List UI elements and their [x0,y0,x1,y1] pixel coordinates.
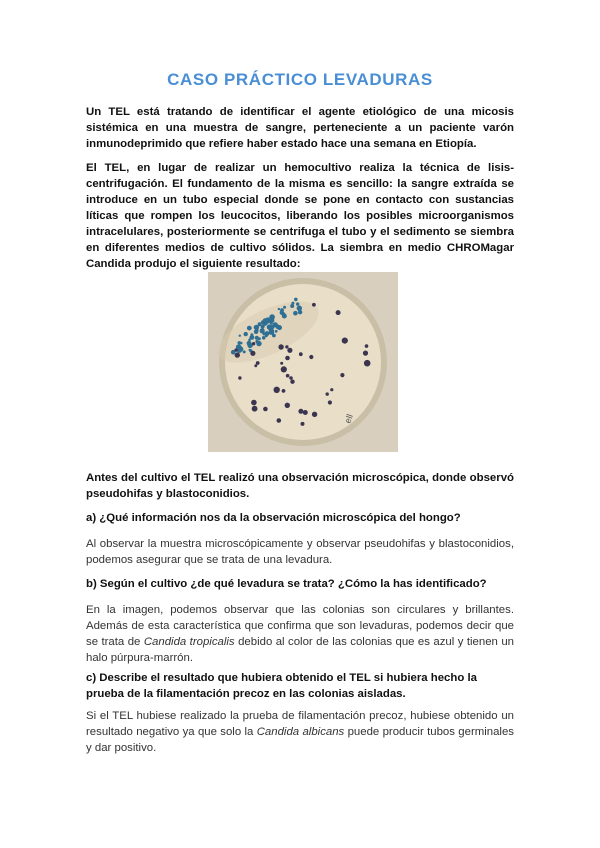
answer-a: Al observar la muestra microscópicamente y observar pseudohifas y blastoconidios, podemos asegurar que se trata de una levadura. [86,538,514,566]
colony [285,356,290,361]
colony [261,325,265,329]
colony [239,335,241,337]
colony [282,389,286,393]
colony [278,344,283,349]
answer-b-text-end: debido al color de las colonias que es azul y tienen un halo púrpura-marrón. [86,636,514,664]
colony [254,364,257,367]
colony [285,345,288,348]
answer-b-text: En la imagen, podemos observar que las colonias son circulares y brillantes. Además de esta característica que confirma que son levaduras, podemos decir que se trata de [86,604,514,648]
colony [263,407,268,412]
dish-handwriting: ell [342,412,355,425]
colony [252,406,258,412]
answer-b [86,602,514,666]
colony [238,341,241,344]
colony [251,400,257,406]
question-b: b) Según el cultivo ¿de qué levadura se trata? ¿Cómo la has identificado? [86,578,487,590]
colony [270,322,273,325]
colony [244,332,248,336]
colony [312,412,317,417]
colony [254,329,259,334]
colony [283,306,286,309]
colony [265,322,268,325]
colony [296,302,299,305]
colony [312,303,316,307]
colony [294,298,298,302]
colony [235,352,240,357]
answer-b-species: Candida tropicalis [143,636,235,648]
colony [299,352,303,356]
colony [273,322,278,327]
colony [262,336,266,340]
colony [278,308,280,310]
colony [289,376,293,380]
colony [336,310,341,315]
colony [267,324,272,329]
colony [298,409,303,414]
colony [286,374,290,378]
colony [285,403,290,408]
colony [255,336,259,340]
question-a: a) ¿Qué información nos da la observación microscópica del hongo? [86,512,461,524]
colony [340,373,344,377]
intro-paragraph: Un TEL está tratando de identificar el agente etiológico de una micosis sistémica en una muestra de sangre, perteneciente a un paciente varón inmunodeprimido que refiere haber estado hace una semana en Etiopía. [86,106,514,150]
colony [269,330,274,335]
colony [293,311,298,316]
colony [297,306,302,311]
colony [275,330,278,333]
colony [309,355,313,359]
colony [280,311,284,315]
colony [291,302,294,305]
petri-dish-photo [208,272,398,452]
answer-c-text: Si el TEL hubiese realizado la prueba de filamentación precoz, hubiese obtenido un resultado negativo ya que solo la [86,710,514,738]
colony [249,349,251,351]
colony [256,361,260,365]
colony [301,422,305,426]
colony [247,326,252,331]
colony [238,376,241,379]
colony [281,366,287,372]
answer-c [86,708,514,756]
colony [234,348,237,351]
colony [365,344,369,348]
technique-paragraph: El TEL, en lugar de realizar un hemocultivo realiza la técnica de lisis-centrifugación. El fundamento de la misma es sencillo: la sangre extraída se introduce en un tubo especial donde se pone en contacto con sustancias líticas que rompen los leucocitos, liberando los posibles microorganismos intracelulares, posteriormente se centrifuga el tubo y el sedimento se siembra en diferentes medios de cultivo sólidos. La siembra en medio CHROMagar Candida produjo el siguiente resultado: [86,162,514,270]
colony [260,328,265,333]
colony [290,304,294,308]
colony [330,388,333,391]
answer-c-text-end: puede producir tubos germinales y dar positivo. [86,726,514,754]
colony [342,338,348,344]
observation-paragraph: Antes del cultivo el TEL realizó una observación microscópica, donde observó pseudohifas y blastoconidios. [86,472,514,500]
page-title: CASO PRÁCTICO LEVADURAS [167,70,433,89]
colony [364,360,371,367]
colony [265,335,268,338]
colony [363,351,368,356]
colony [252,342,255,345]
colony [328,400,332,404]
colony [250,333,253,336]
colony [250,351,255,356]
colony [277,325,282,330]
colony [303,410,308,415]
colony [277,418,282,423]
colony [280,362,283,365]
question-c: c) Describe el resultado que hubiera obtenido el TEL si hubiera hecho la prueba de la filamentación precoz en las colonias aisladas. [86,672,477,700]
colony [256,341,261,346]
colony [243,350,246,353]
colony [287,348,292,353]
colony [326,392,329,395]
answer-c-species: Candida albicans [256,726,345,738]
colony [274,387,280,393]
colony [290,380,294,384]
